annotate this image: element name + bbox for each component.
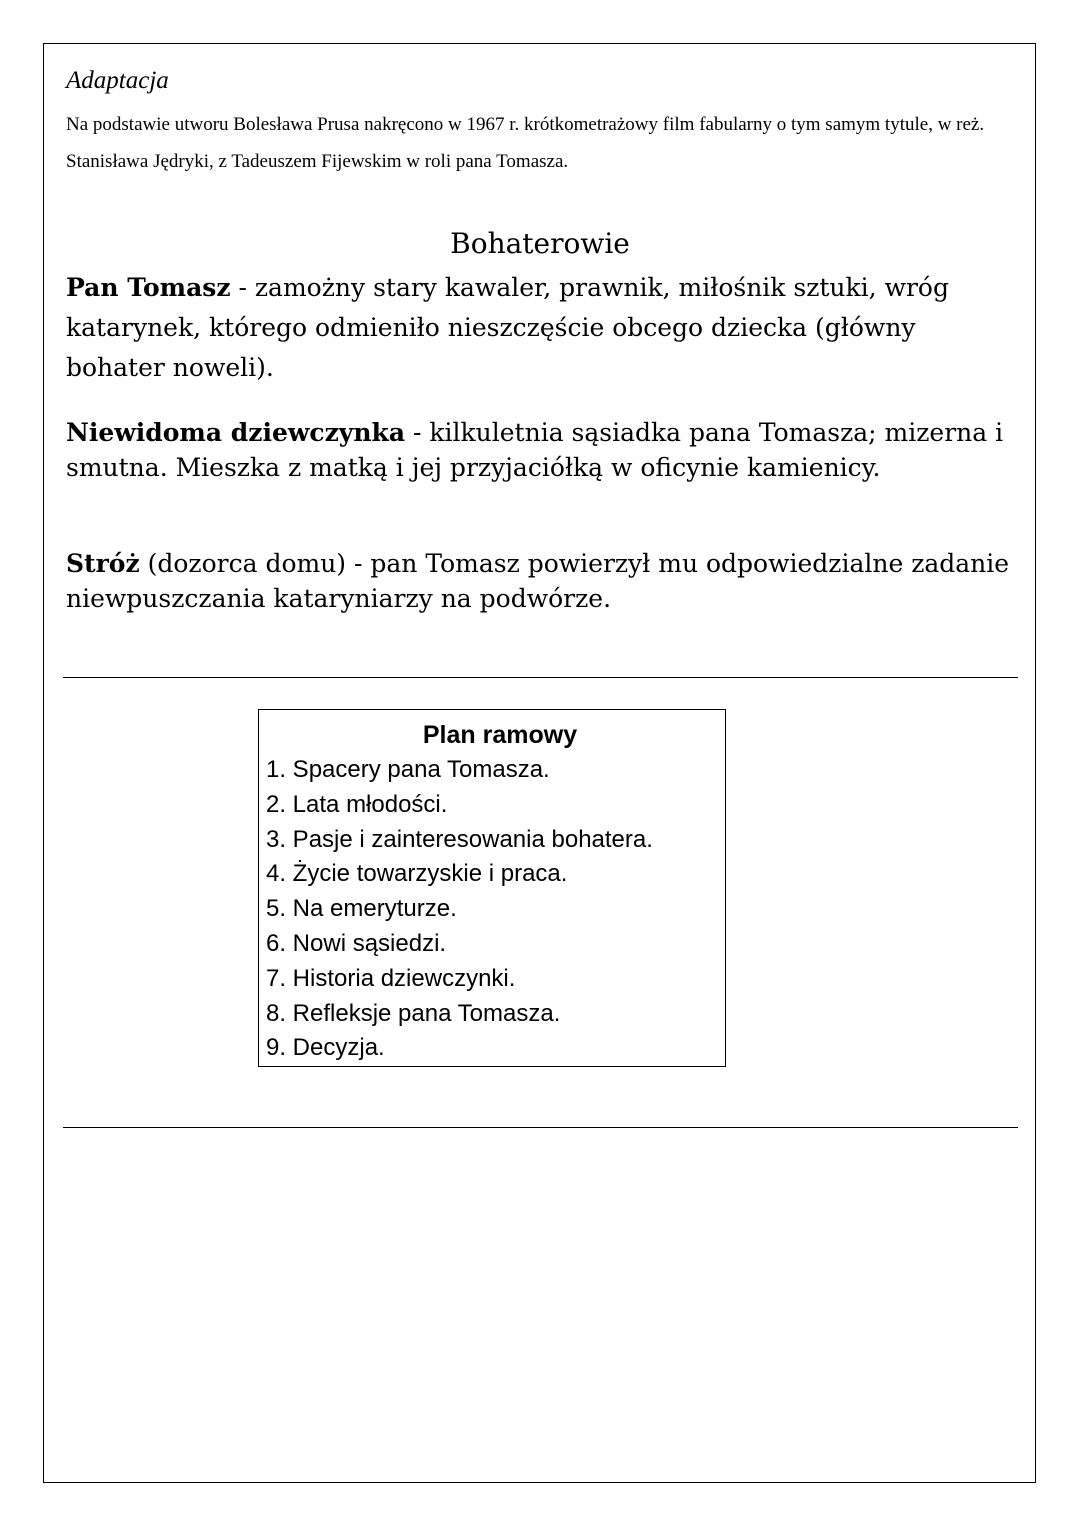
- character-description: - kilkuletnia sąsiadka pana Tomasza; mizerna i smutna. Mieszka z matką i jej przyjaciółką w oficynie kamienicy.: [66, 418, 1004, 482]
- plan-item: 9. Decyzja.: [266, 1034, 385, 1062]
- adaptacja-paragraph: Na podstawie utworu Bolesława Prusa nakręcono w 1967 r. krótkometrażowy film fabularny o tym samym tytule, w reż. Stanisława Jędryki, z Tadeuszem Fijewskim w roli pana Tomasza.: [66, 114, 985, 172]
- character-description: - zamożny stary kawaler, prawnik, miłośnik sztuki, wróg katarynek, którego odmieniło nieszczęście obcego dziecka (główny bohater noweli).: [66, 273, 949, 382]
- section-divider: [63, 1127, 1018, 1128]
- character-pan-tomasz: [66, 268, 1016, 388]
- plan-ramowy-box: [258, 709, 726, 1067]
- plan-list: [266, 753, 653, 1066]
- character-name: Stróż: [66, 549, 140, 578]
- plan-item: 5. Na emeryturze.: [266, 895, 457, 923]
- character-description: (dozorca domu) - pan Tomasz powierzył mu odpowiedzialne zadanie niewpuszczania kataryniarzy na podwórze.: [66, 549, 1010, 613]
- character-name: Niewidoma dziewczynka: [66, 418, 406, 447]
- plan-item: 8. Refleksje pana Tomasza.: [266, 999, 561, 1027]
- plan-item: 7. Historia dziewczynki.: [266, 964, 516, 992]
- plan-item: 4. Życie towarzyskie i praca.: [266, 860, 568, 888]
- plan-title: Plan ramowy: [422, 721, 578, 749]
- plan-item: 6. Nowi sąsiedzi.: [266, 929, 447, 957]
- plan-item: 1. Spacery pana Tomasza.: [266, 756, 550, 783]
- character-niewidoma-dziewczynka: [66, 415, 1016, 485]
- plan-item: 3. Pasje i zainteresowania bohatera.: [266, 825, 653, 853]
- character-name: Pan Tomasz: [66, 273, 231, 302]
- section-divider: [63, 677, 1018, 678]
- plan-item: 2. Lata młodości.: [266, 790, 448, 818]
- adaptacja-heading: Adaptacja: [66, 67, 169, 94]
- bohaterowie-title: Bohaterowie: [450, 227, 630, 260]
- character-stroz: [66, 546, 1016, 616]
